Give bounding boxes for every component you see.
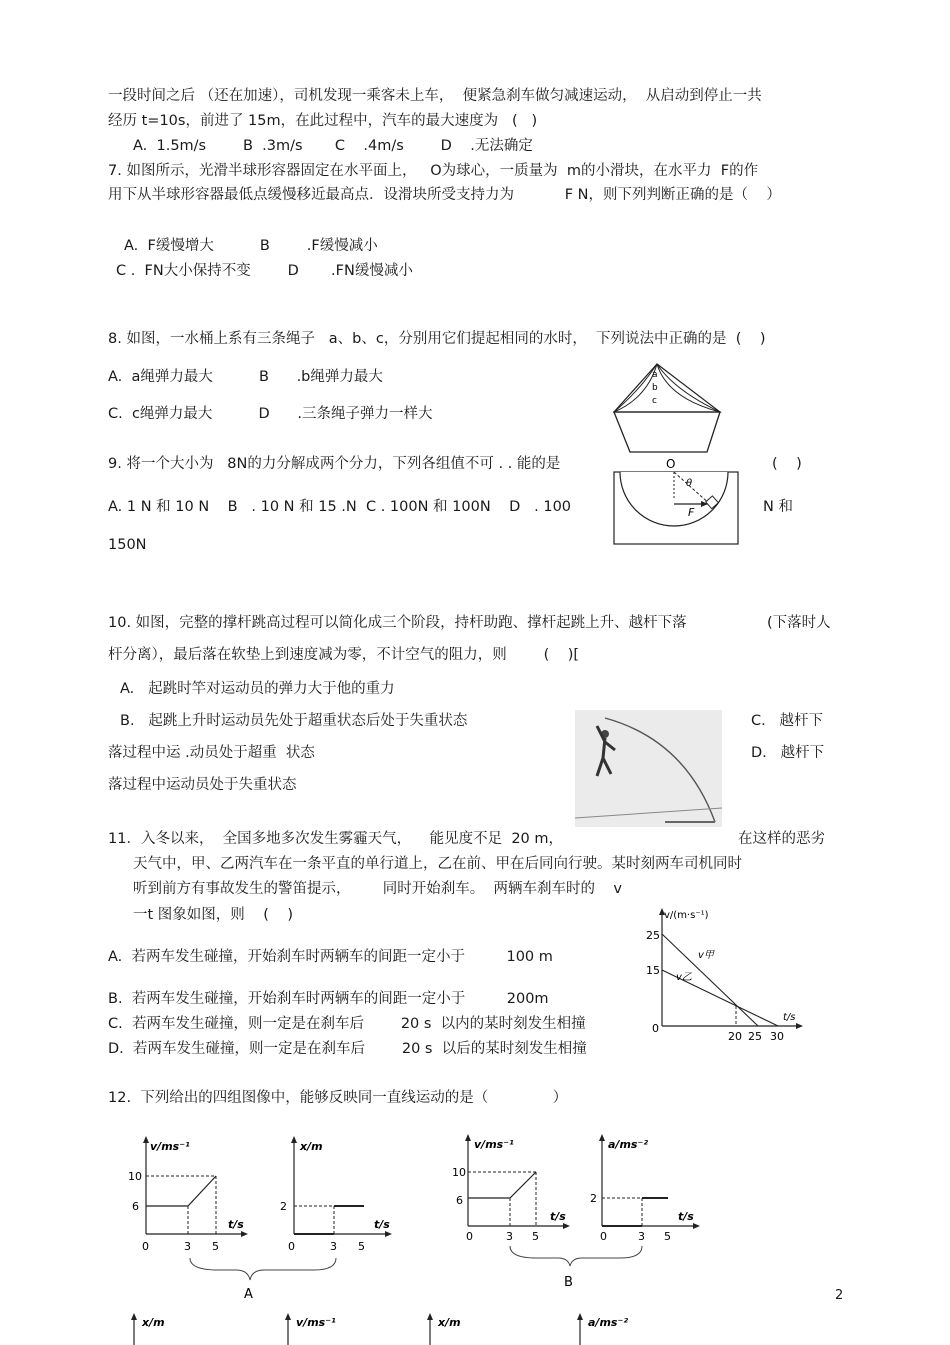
vt-label-jia: v甲: [698, 950, 714, 961]
b-at-t5: 5: [664, 1230, 671, 1243]
a-xt-t0: 0: [288, 1240, 295, 1253]
b-at-t3: 3: [638, 1230, 645, 1243]
b-at-ylabel: a/ms⁻²: [608, 1138, 649, 1151]
group-label-b: B: [564, 1275, 573, 1290]
q10-option-b: B. 起跳上升时运动员先处于超重状态后处于失重状态: [120, 713, 468, 729]
q11-stem-line1-end: 在这样的恶劣: [738, 831, 825, 847]
vt-x-tick-20: 20: [728, 1030, 742, 1043]
q7-stem-line2: 用下从半球形容器最低点缓慢移近最高点．设滑块所受支持力为 F N，则下列判断正确的是（ ）: [108, 187, 781, 203]
q9-stem: 9. 将一个大小为 8N的力分解成两个分力，下列各组值不可 . . 能的是: [108, 456, 561, 472]
b-vt-t5: 5: [532, 1230, 539, 1243]
q10-option-c-cont: 落过程中运 .动员处于超重 状态: [108, 745, 315, 761]
q10-option-a: A. 起跳时竿对运动员的弹力大于他的重力: [120, 681, 395, 697]
a-vt-t5: 5: [212, 1240, 219, 1253]
q10-stem-line1: 10. 如图，完整的撑杆跳高过程可以简化成三个阶段，持杆助跑、撑杆起跳上升、越杆下落: [108, 615, 687, 631]
vt-origin: 0: [652, 1022, 659, 1035]
a-xt-t3: 3: [330, 1240, 337, 1253]
b-vt-t3: 3: [506, 1230, 513, 1243]
rope-label-b: b: [652, 383, 658, 393]
b-vt-tick-10: 10: [452, 1166, 466, 1179]
q10-stem-line2: 杆分离），最后落在软垫上到速度减为零，不计空气的阻力，则 ( )[: [108, 647, 580, 663]
b-vt-ylabel: v/ms⁻¹: [474, 1138, 514, 1151]
a-vt-ylabel: v/ms⁻¹: [150, 1140, 190, 1153]
q11-stem-line3: 听到前方有事故发生的警笛提示， 同时开始刹车。 两辆车刹车时的 v: [133, 881, 622, 897]
q11-stem-line1: 11．入冬以来， 全国多地多次发生雾霾天气， 能见度不足 20 m，: [108, 831, 564, 847]
vt-x-tick-25: 25: [748, 1030, 762, 1043]
q12-group-a: [118, 1128, 398, 1303]
bottom-label-2: v/ms⁻¹: [296, 1316, 336, 1329]
q8-options-ab: A. a绳弹力最大 B .b绳弹力最大: [108, 369, 383, 385]
a-xt-ylabel: x/m: [300, 1140, 323, 1153]
bottom-label-3: x/m: [438, 1316, 461, 1329]
vt-label-yi: v乙: [676, 972, 692, 983]
q12-stem: 12. 下列给出的四组图像中，能够反映同一直线运动的是（ ）: [108, 1090, 568, 1106]
q11-option-a: A. 若两车发生碰撞，开始刹车时两辆车的间距一定小于 100 m: [108, 949, 553, 965]
q9-option-end: N 和: [763, 499, 793, 515]
b-at-tick-2: 2: [590, 1192, 597, 1205]
page-number: 2: [835, 1288, 844, 1303]
bottom-label-4: a/ms⁻²: [588, 1316, 629, 1329]
b-vt-tick-6: 6: [456, 1194, 463, 1207]
vt-y-axis-label: v/(m·s⁻¹): [664, 910, 709, 921]
angle-label: θ: [686, 478, 693, 489]
q9-paren: ( ): [772, 456, 802, 472]
a-xt-t5: 5: [358, 1240, 365, 1253]
q11-stem-line2: 天气中，甲、乙两汽车在一条平直的单行道上，乙在前、甲在后同向行驶。某时刻两车司机同时: [133, 856, 742, 872]
q6-options: A. 1.5m/s B .3m/s C .4m/s D .无法确定: [133, 138, 533, 154]
q10-option-c-label: C. 越杆下: [751, 713, 824, 729]
q8-options-cd: C. c绳弹力最大 D .三条绳子弹力一样大: [108, 406, 433, 422]
bottom-label-1: x/m: [142, 1316, 165, 1329]
vt-x-axis-label: t/s: [783, 1012, 796, 1023]
q11-stem-line4: 一t 图象如图，则 ( ): [133, 907, 293, 923]
a-xt-tlabel: t/s: [374, 1218, 390, 1231]
q6-stem-line2: 经历 t=10s，前进了 15m，在此过程中，汽车的最大速度为 ( ): [108, 113, 538, 129]
q6-stem-line1: 一段时间之后 （还在加速），司机发现一乘客未上车， 便紧急刹车做匀减速运动， 从启动到停止一共: [108, 88, 762, 104]
q10-stem-line1-end: (下落时人: [767, 615, 831, 631]
bucket-figure: [612, 360, 722, 460]
vt-graph-q11: [640, 900, 815, 1045]
vt-y-tick-15: 15: [646, 964, 660, 977]
q7-options-ab: A. F缓慢增大 B .F缓慢减小: [124, 238, 378, 254]
a-vt-t0: 0: [142, 1240, 149, 1253]
q7-stem-line1: 7. 如图所示，光滑半球形容器固定在水平面上， O为球心，一质量为 m的小滑块，在水平力 F的作: [108, 163, 759, 179]
q9-option-cont: 150N: [108, 537, 147, 553]
pole-vault-photo: [575, 710, 722, 827]
force-label: F: [688, 506, 695, 519]
b-at-t0: 0: [600, 1230, 607, 1243]
a-xt-tick-2: 2: [280, 1200, 287, 1213]
rope-label-c: c: [652, 396, 657, 406]
hemisphere-figure: [612, 458, 742, 546]
a-vt-tick-10: 10: [128, 1170, 142, 1183]
b-vt-tlabel: t/s: [550, 1210, 566, 1223]
q11-option-b: B. 若两车发生碰撞，开始刹车时两辆车的间距一定小于 200m: [108, 991, 549, 1007]
q7-options-cd: C . FN大小保持不变 D .FN缓慢减小: [116, 263, 413, 279]
b-vt-t0: 0: [466, 1230, 473, 1243]
b-at-tlabel: t/s: [678, 1210, 694, 1223]
group-label-a: A: [244, 1287, 253, 1302]
vt-x-tick-30: 30: [770, 1030, 784, 1043]
q9-options: A. 1 N 和 10 N B . 10 N 和 15 .N C . 100N 和 100N D . 100: [108, 499, 572, 515]
a-vt-tick-6: 6: [132, 1200, 139, 1213]
a-vt-tlabel: t/s: [228, 1218, 244, 1231]
q12-group-b: [440, 1128, 720, 1293]
q10-option-d-label: D. 越杆下: [751, 745, 825, 761]
q11-option-d: D. 若两车发生碰撞，则一定是在刹车后 20 s 以后的某时刻发生相撞: [108, 1041, 587, 1057]
q11-option-c: C. 若两车发生碰撞，则一定是在刹车后 20 s 以内的某时刻发生相撞: [108, 1016, 586, 1032]
rope-label-a: a: [652, 370, 658, 380]
q12-bottom-row: [120, 1310, 640, 1345]
center-label-o: O: [666, 458, 676, 471]
vt-y-tick-25: 25: [646, 929, 660, 942]
q8-stem: 8. 如图，一水桶上系有三条绳子 a、b、c，分别用它们提起相同的水时， 下列说法中正确的是 ( ): [108, 331, 766, 347]
q10-option-d-cont: 落过程中运动员处于失重状态: [108, 777, 297, 793]
a-vt-t3: 3: [184, 1240, 191, 1253]
